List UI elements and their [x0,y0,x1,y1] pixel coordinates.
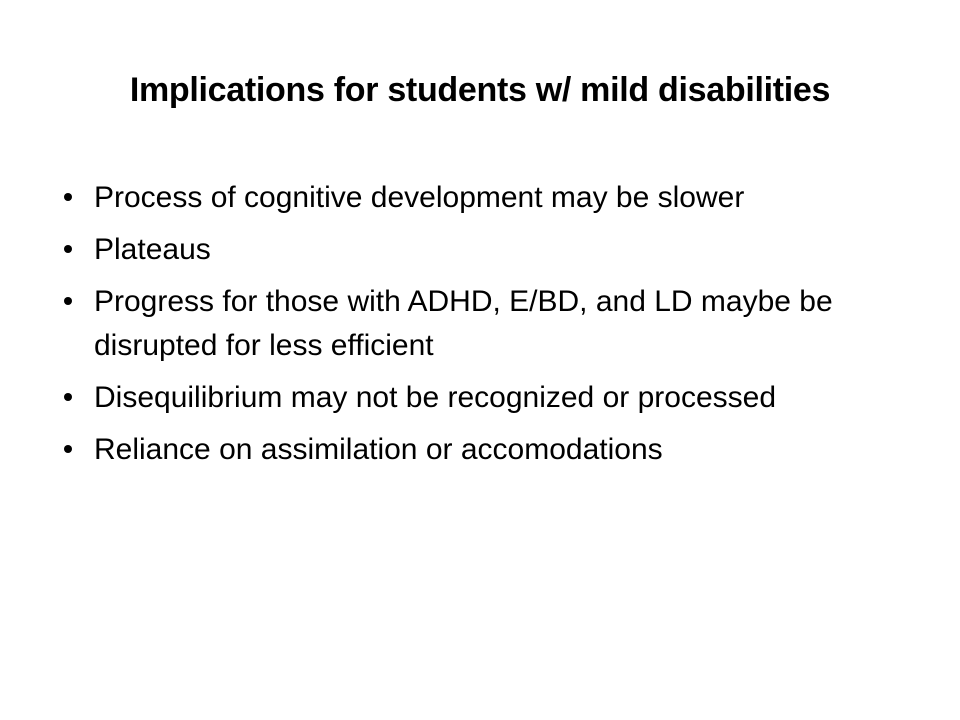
bullet-text: Reliance on assimilation or accomodations [94,433,663,466]
bullet-dot-icon [60,228,76,272]
list-item [58,176,858,220]
bullet-list [58,176,858,480]
bullet-text: Process of cognitive development may be slower [94,181,745,214]
bullet-dot-icon [60,280,76,324]
list-item [58,228,858,272]
bullet-dot-icon [60,428,76,472]
list-item [58,376,858,420]
slide-title: Implications for students w/ mild disabilities [129,71,831,109]
bullet-text: Plateaus [94,233,211,266]
bullet-dot-icon [60,176,76,220]
list-item [58,428,858,472]
list-item [58,280,858,368]
bullet-text: Progress for those with ADHD, E/BD, and LD maybe be disrupted for less efficient [94,285,833,362]
bullet-text: Disequilibrium may not be recognized or processed [94,381,777,414]
bullet-dot-icon [60,376,76,420]
